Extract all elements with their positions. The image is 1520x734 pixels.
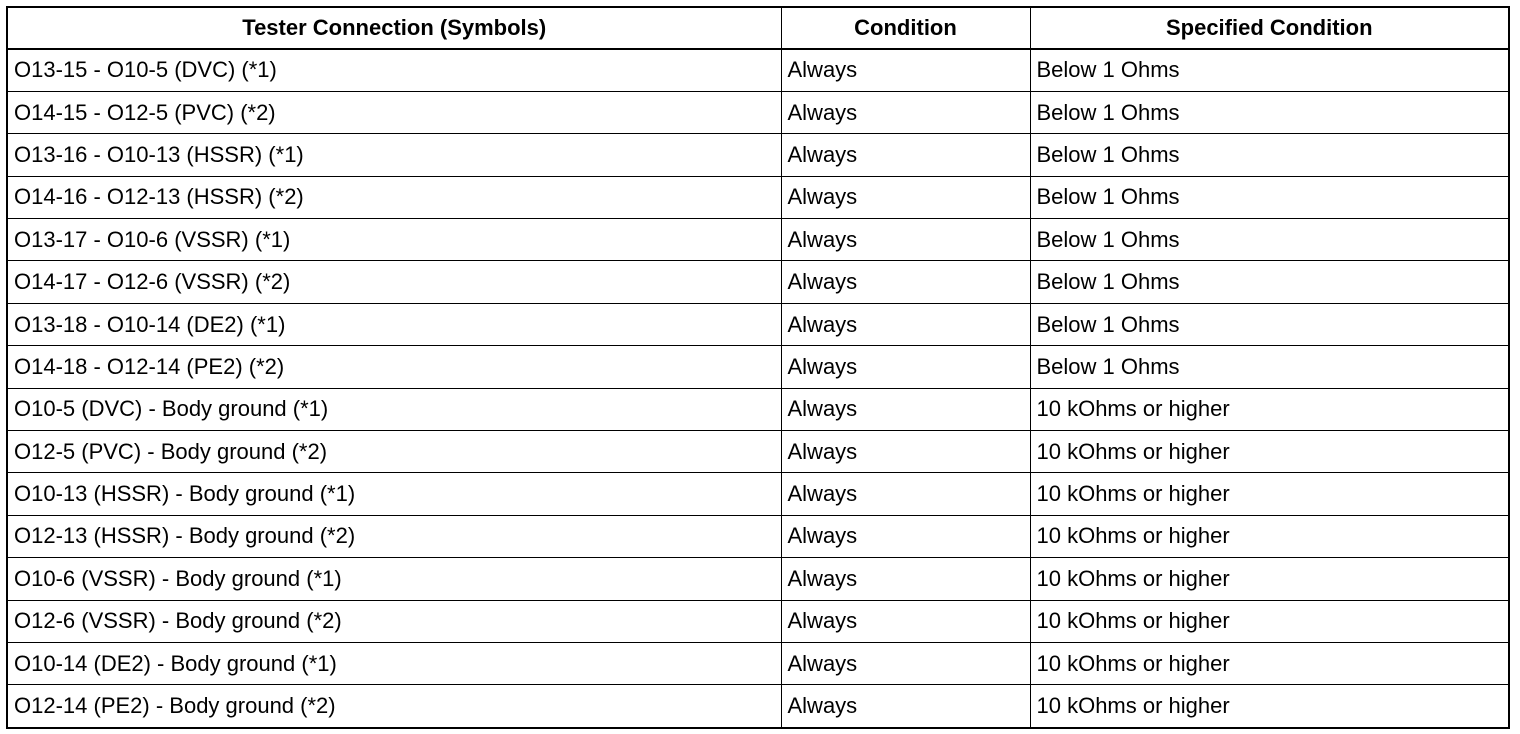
cell-tester-connection: O14-18 - O12-14 (PE2) (*2) [8,346,781,388]
cell-condition: Always [781,303,1030,345]
cell-tester-connection: O12-6 (VSSR) - Body ground (*2) [8,600,781,642]
cell-condition: Always [781,134,1030,176]
table-row [8,685,1508,727]
cell-tester-connection: O10-14 (DE2) - Body ground (*1) [8,642,781,684]
header-row [8,8,1508,49]
header-specified-condition: Specified Condition [1030,8,1508,49]
cell-tester-connection: O13-17 - O10-6 (VSSR) (*1) [8,219,781,261]
header-tester-connection: Tester Connection (Symbols) [8,8,781,49]
cell-tester-connection: O10-13 (HSSR) - Body ground (*1) [8,473,781,515]
cell-tester-connection: O13-15 - O10-5 (DVC) (*1) [8,49,781,91]
table-row [8,642,1508,684]
cell-specified-condition: Below 1 Ohms [1030,134,1508,176]
cell-specified-condition: Below 1 Ohms [1030,261,1508,303]
cell-specified-condition: 10 kOhms or higher [1030,685,1508,727]
cell-tester-connection: O13-18 - O10-14 (DE2) (*1) [8,303,781,345]
cell-specified-condition: Below 1 Ohms [1030,219,1508,261]
table-row [8,431,1508,473]
table-row [8,473,1508,515]
cell-specified-condition: Below 1 Ohms [1030,346,1508,388]
cell-specified-condition: 10 kOhms or higher [1030,600,1508,642]
table-row [8,558,1508,600]
cell-specified-condition: Below 1 Ohms [1030,176,1508,218]
cell-tester-connection: O12-5 (PVC) - Body ground (*2) [8,431,781,473]
cell-specified-condition: 10 kOhms or higher [1030,642,1508,684]
cell-condition: Always [781,685,1030,727]
cell-condition: Always [781,91,1030,133]
cell-specified-condition: 10 kOhms or higher [1030,515,1508,557]
table-row [8,176,1508,218]
table-row [8,261,1508,303]
cell-condition: Always [781,558,1030,600]
table-row [8,49,1508,91]
cell-condition: Always [781,388,1030,430]
resistance-spec-table [8,8,1508,727]
table-row [8,219,1508,261]
header-condition: Condition [781,8,1030,49]
cell-tester-connection: O10-6 (VSSR) - Body ground (*1) [8,558,781,600]
table-row [8,515,1508,557]
cell-specified-condition: 10 kOhms or higher [1030,431,1508,473]
cell-tester-connection: O14-15 - O12-5 (PVC) (*2) [8,91,781,133]
table-body [8,49,1508,727]
cell-condition: Always [781,219,1030,261]
table-header [8,8,1508,49]
table-row [8,134,1508,176]
cell-specified-condition: 10 kOhms or higher [1030,558,1508,600]
cell-specified-condition: Below 1 Ohms [1030,49,1508,91]
table-row [8,303,1508,345]
resistance-spec-table-frame [6,6,1510,729]
cell-condition: Always [781,473,1030,515]
table-row [8,346,1508,388]
cell-tester-connection: O10-5 (DVC) - Body ground (*1) [8,388,781,430]
cell-tester-connection: O12-13 (HSSR) - Body ground (*2) [8,515,781,557]
cell-condition: Always [781,642,1030,684]
cell-specified-condition: 10 kOhms or higher [1030,473,1508,515]
table-row [8,91,1508,133]
cell-condition: Always [781,515,1030,557]
cell-condition: Always [781,600,1030,642]
cell-condition: Always [781,49,1030,91]
cell-condition: Always [781,176,1030,218]
cell-tester-connection: O14-16 - O12-13 (HSSR) (*2) [8,176,781,218]
table-row [8,388,1508,430]
cell-tester-connection: O13-16 - O10-13 (HSSR) (*1) [8,134,781,176]
cell-specified-condition: Below 1 Ohms [1030,91,1508,133]
cell-condition: Always [781,261,1030,303]
table-row [8,600,1508,642]
cell-specified-condition: 10 kOhms or higher [1030,388,1508,430]
cell-specified-condition: Below 1 Ohms [1030,303,1508,345]
cell-tester-connection: O12-14 (PE2) - Body ground (*2) [8,685,781,727]
cell-condition: Always [781,346,1030,388]
cell-condition: Always [781,431,1030,473]
cell-tester-connection: O14-17 - O12-6 (VSSR) (*2) [8,261,781,303]
